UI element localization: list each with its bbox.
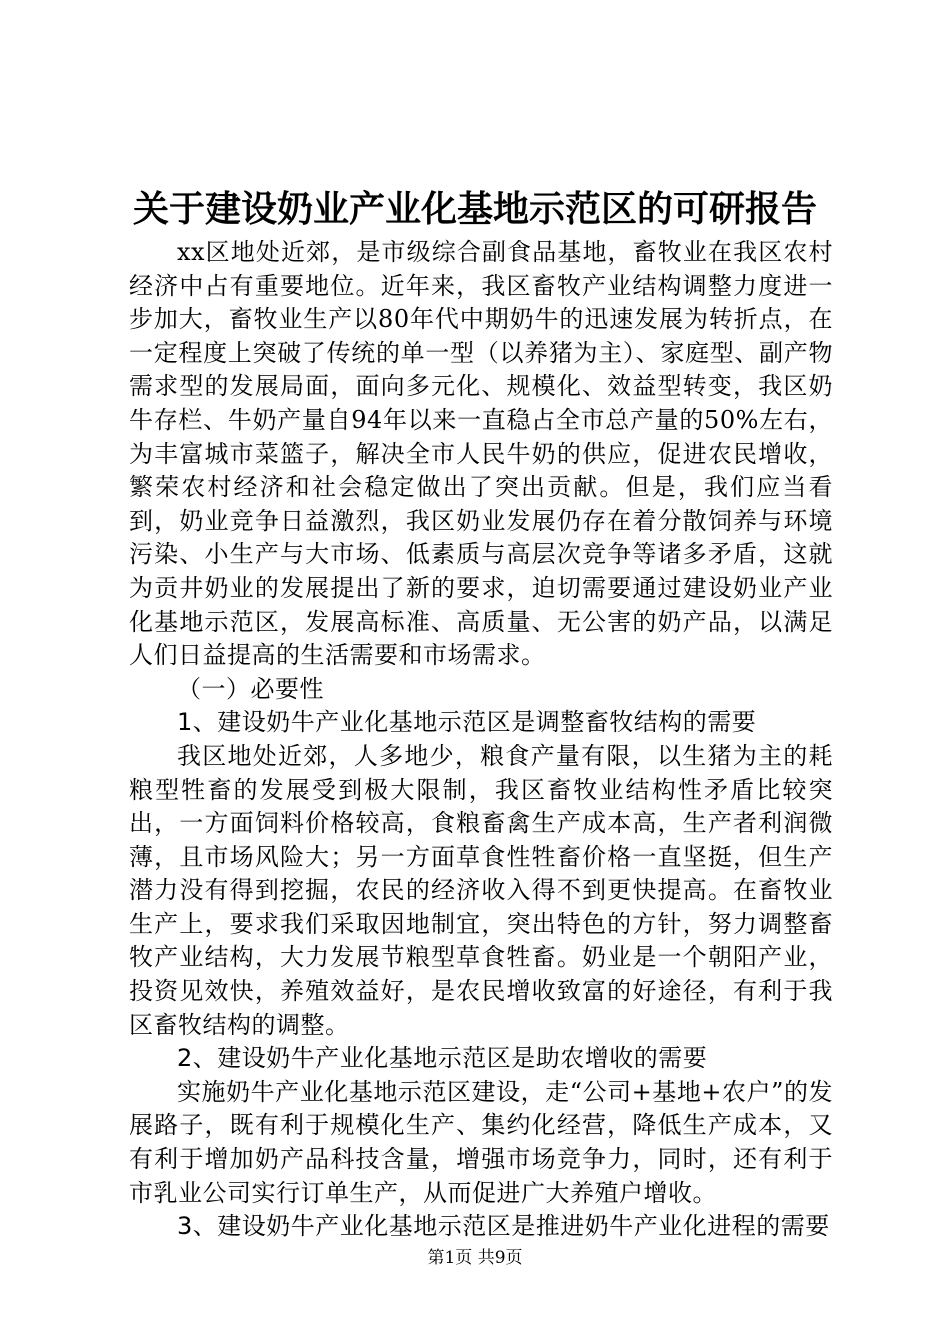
subheading-1: 1、建设奶牛产业化基地示范区是调整畜牧结构的需要 (177, 708, 757, 737)
document-title: 关于建设奶业产业化基地示范区的可研报告 (132, 189, 817, 230)
document-body (129, 236, 833, 1244)
subheading-2: 2、建设奶牛产业化基地示范区是助农增收的需要 (177, 1044, 708, 1073)
section-heading-necessity: （一）必要性 (177, 674, 324, 703)
subheading-3: 3、建设奶牛产业化基地示范区是推进奶牛产业化进程的需要 (177, 1212, 830, 1241)
paragraph-1: 我区地处近郊，人多地少，粮食产量有限，以生猪为主的耗粮型牲畜的发展受到极大限制，我区畜牧业结构性矛盾比较突出，一方面饲料价格较高，食粮畜禽生产成本高，生产者利润微薄，且市场风险大；另一方面草食性牲畜价格一直坚挺，但生产潜力没有得到挖掘，农民的经济收入得不到更快提高。在畜牧业生产上，要求我们采取因地制宜，突出特色的方针，努力调整畜牧产业结构，大力发展节粮型草食牲畜。奶业是一个朝阳产业，投资见效快，养殖效益好，是农民增收致富的好途径，有利于我区畜牧结构的调整。 (129, 741, 833, 1039)
paragraph-2: 实施奶牛产业化基地示范区建设，走“公司+基地+农户”的发展路子，既有利于规模化生产、集约化经营，降低生产成本，又有利于增加奶产品科技含量，增强市场竞争力，同时，还有利于市乳业公司实行订单生产，从而促进广大养殖户增收。 (129, 1077, 833, 1207)
intro-paragraph: xx区地处近郊，是市级综合副食品基地，畜牧业在我区农村经济中占有重要地位。近年来，我区畜牧产业结构调整力度进一步加大，畜牧业生产以80年代中期奶牛的迅速发展为转折点，在一定程度上突破了传统的单一型（以养猪为主）、家庭型、副产物需求型的发展局面，面向多元化、规模化、效益型转变，我区奶牛存栏、牛奶产量自94年以来一直稳占全市总产量的50%左右，为丰富城市菜篮子，解决全市人民牛奶的供应，促进农民增收，繁荣农村经济和社会稳定做出了突出贡献。但是，我们应当看到，奶业竞争日益激烈，我区奶业发展仍存在着分散饲养与环境污染、小生产与大市场、低素质与高层次竞争等诸多矛盾，这就为贡井奶业的发展提出了新的要求，迫切需要通过建设奶业产业化基地示范区，发展高标准、高质量、无公害的奶产品，以满足人们日益提高的生活需要和市场需求。 (129, 238, 833, 670)
page-footer: 第1页 共9页 (427, 1248, 523, 1268)
